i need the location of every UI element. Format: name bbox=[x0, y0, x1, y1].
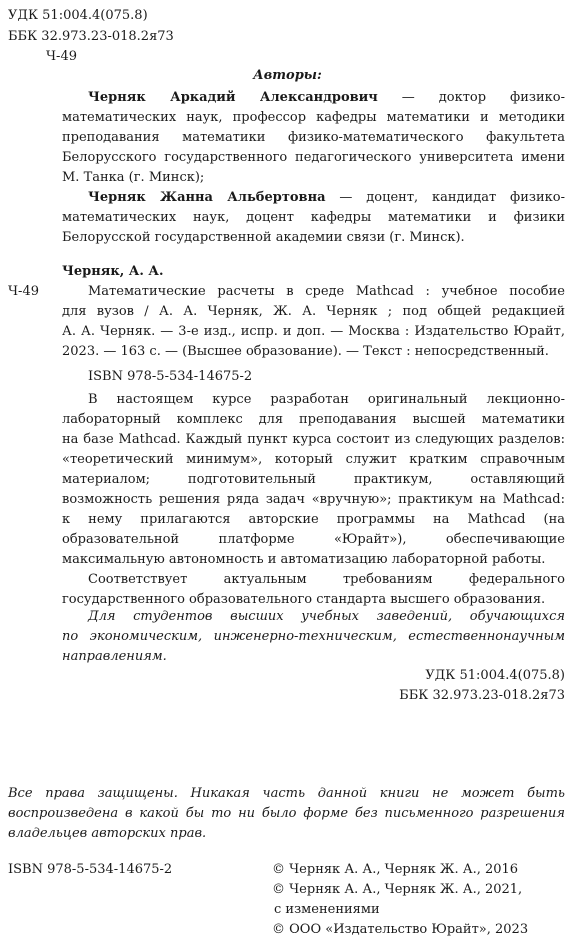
audience-paragraph: Для студентов высших учебных заведений, обучающихся по экономическим, инженерно-техническим, естественнонаучным направлениям. bbox=[62, 609, 565, 664]
copyright-list bbox=[272, 860, 567, 940]
rights-notice: Все права защищены. Никакая часть данной книги не может быть воспроизведена в какой бы то ни было форме без письменного разрешения владельцев авторских прав. bbox=[8, 786, 565, 841]
author-1-name: Черняк Аркадий Александрович bbox=[88, 90, 378, 105]
copyright-line: © Черняк А. А., Черняк Ж. А., 2021, bbox=[272, 882, 523, 897]
udk-code: УДК 51:004.4(075.8) bbox=[8, 8, 148, 23]
bbk-code-bottom: ББК 32.973.23-018.2я73 bbox=[399, 688, 565, 703]
author-1-first-line: Черняк Аркадий Александрович — доктор физико- bbox=[88, 90, 565, 105]
abstract-paragraph-2: Соответствует актуальным требованиям федерального государственного образовательного стандарта высшего образования. bbox=[62, 572, 565, 607]
copyright-line: © ООО «Издательство Юрайт», 2023 bbox=[272, 922, 529, 937]
catalog-description: Математические расчеты в среде Mathcad : учебное пособие для вузов / А. А. Черняк, Ж. А. Черняк ; под общей редакцией А. А. Черняк. — 3-е изд., испр. и доп. — Москва : Издательство Юрайт, 2023. — 163 с. — (Высшее образование). — Текст : непосредственный. bbox=[62, 284, 565, 359]
author-2: Черняк Жанна Альбертовна — доцент, кандидат физико- математических наук, доцент кафедры математики и физики Белорусской государственной академии связи (г. Минск). bbox=[62, 190, 565, 245]
author-1: Черняк Аркадий Александрович — доктор физико- математических наук, профессор кафедры математики и методики преподавания математики физико-математического факультета Белорусского государственного педагогического университета имени М. Танка (г. Минск); bbox=[62, 90, 565, 185]
catalog-heading: Черняк, А. А. bbox=[62, 264, 164, 279]
bbk-code: ББК 32.973.23-018.2я73 bbox=[8, 29, 174, 44]
author-2-first-line: Черняк Жанна Альбертовна — доцент, кандидат физико- bbox=[88, 190, 565, 205]
catalog-mark: Ч-49 bbox=[8, 284, 39, 299]
copyright-line: с изменениями bbox=[274, 902, 380, 917]
footer-isbn: ISBN 978-5-534-14675-2 bbox=[8, 862, 173, 877]
author-2-name: Черняк Жанна Альбертовна bbox=[88, 190, 326, 205]
abstract-paragraph-1: В настоящем курсе разработан оригинальный лекционно- лабораторный комплекс для преподавания высшей математики на базе Mathcad. Каждый пункт курса состоит из следующих разделов: «теоретический минимум», который служит кратким справочным материалом; подготовительный практикум, оставляющий возможность решения ряда задач «вручную»; практикум на Mathcad: к нему прилагаются авторские программы на Mathcad (на образовательной платформе «Юрайт»), обеспечивающие максимальную автономность и автоматизацию лабораторной работы. bbox=[62, 392, 565, 567]
authors-heading: Авторы: bbox=[253, 68, 322, 83]
udk-code-bottom: УДК 51:004.4(075.8) bbox=[425, 668, 565, 683]
author-mark: Ч-49 bbox=[46, 49, 77, 64]
copyright-line: © Черняк А. А., Черняк Ж. А., 2016 bbox=[272, 862, 519, 877]
catalog-isbn: ISBN 978-5-534-14675-2 bbox=[88, 369, 253, 384]
